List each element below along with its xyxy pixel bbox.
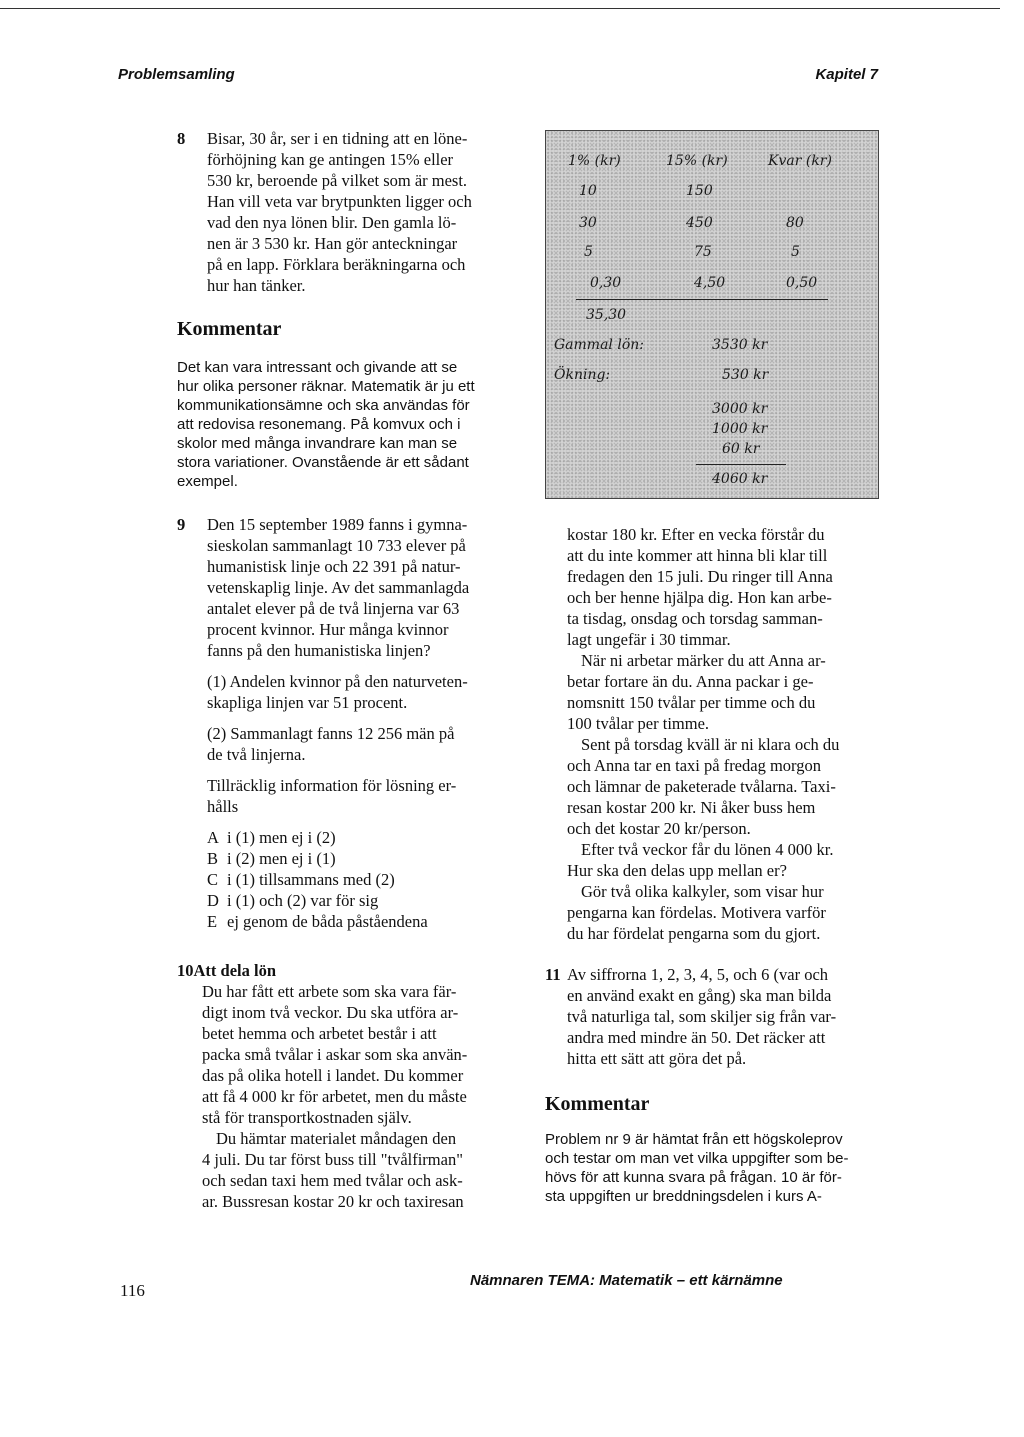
problem-text (207, 514, 522, 932)
kommentar-heading: Kommentar (545, 1093, 650, 1115)
choice-letter: A (207, 828, 219, 847)
text-line: sta uppgiften ur breddningsdelen i kurs A- (545, 1188, 822, 1205)
note-header: Kvar (kr) (768, 153, 832, 169)
text-line: ar. Bussresan kostar 20 kr och taxiresan (202, 1192, 464, 1211)
kommentar-text (545, 1130, 890, 1206)
problem-9 (177, 514, 522, 932)
text-line: packa små tvålar i askar som ska använ- (202, 1045, 468, 1064)
running-header-right: Kapitel 7 (815, 66, 878, 83)
problem-number: 8 (177, 129, 186, 148)
text-line: andra med mindre än 50. Det räcker att (567, 1028, 826, 1047)
text-line: Du hämtar materialet måndagen den (216, 1129, 457, 1148)
text-line: stora variationer. Ovanstående är ett sådant (177, 454, 469, 471)
text-line: hålls (207, 797, 239, 816)
text-line: das på olika hotell i landet. Du kommer (202, 1066, 464, 1085)
choice-letter: B (207, 849, 219, 868)
problem-10 (177, 960, 522, 1212)
text-line: (1) Andelen kvinnor på den naturveten- (207, 672, 468, 691)
problem-text (202, 981, 522, 1212)
problem-number: 11 (545, 965, 561, 984)
text-line: kostar 180 kr. Efter en vecka förstår du (567, 525, 825, 544)
text-line: Tillräcklig information för lösning er- (207, 776, 457, 795)
text-line: humanistisk linje och 22 391 på natur- (207, 557, 461, 576)
text-line: betet hemma och arbetet består i att (202, 1024, 437, 1043)
note-value: 30 (579, 215, 597, 231)
choice-text: i (2) men ej i (1) (227, 849, 336, 868)
choice-letter: E (207, 912, 218, 931)
note-value: 60 kr (722, 441, 760, 457)
text-line: de två linjerna. (207, 745, 306, 764)
text-line: Gör två olika kalkyler, som visar hur (581, 882, 824, 901)
text-line: resan kostar 200 kr. Ni åker buss hem (567, 798, 816, 817)
text-line: Problem nr 9 är hämtat från ett högskoleprov (545, 1131, 843, 1148)
text-line: (2) Sammanlagt fanns 12 256 män på (207, 724, 455, 743)
choice-e (207, 911, 522, 932)
note-value: 3000 kr (712, 401, 768, 417)
note-value: 150 (686, 183, 713, 199)
text-line: sieskolan sammanlagt 10 733 elever på (207, 536, 466, 555)
text-line: hövs för att kunna svara på frågan. 10 är för- (545, 1169, 842, 1186)
text-line: skolor med många invandrare kan man se (177, 435, 458, 452)
text-line: och ber henne hjälpa dig. Hon kan arbe- (567, 588, 832, 607)
text-line: och sedan taxi hem med tvålar och ask- (202, 1171, 463, 1190)
note-value: 10 (579, 183, 597, 199)
text-line: fredagen den 15 juli. Du ringer till Anna (567, 567, 833, 586)
text-line: kommunikationsämne och ska användas för (177, 397, 470, 414)
text-line: stå för transportkostnaden själv. (202, 1108, 412, 1127)
note-value: 0,30 (590, 275, 622, 291)
choice-c (207, 869, 522, 890)
note-value: 450 (686, 215, 713, 231)
problem-10-heading (177, 960, 522, 981)
text-line: ta tisdag, onsdag och torsdag samman- (567, 609, 823, 628)
text-line: Den 15 september 1989 fanns i gymna- (207, 515, 468, 534)
text-line: hur olika personer räknar. Matematik är ju ett (177, 378, 475, 395)
top-rule (0, 8, 1000, 9)
text-line: att du inte kommer att hinna bli klar till (567, 546, 828, 565)
handwritten-note-image (545, 130, 879, 499)
text-line: 100 tvålar per timme. (567, 714, 710, 733)
text-line: Efter två veckor får du lönen 4 000 kr. (581, 840, 834, 859)
text-line: Du har fått ett arbete som ska vara fär- (202, 982, 457, 1001)
text-line: två naturliga tal, som skiljer sig från var- (567, 1007, 837, 1026)
answer-choices (207, 827, 522, 932)
text-line: och testar om man vet vilka uppgifter som be- (545, 1150, 849, 1167)
text-line: Hur ska den delas upp mellan er? (567, 861, 787, 880)
text-line: nen är 3 530 kr. Han gör anteckningar (207, 234, 458, 253)
text-line: Han vill veta var brytpunkten ligger och (207, 192, 472, 211)
running-footer: Nämnaren TEMA: Matematik – ett kärnämne (470, 1272, 783, 1289)
note-value: 5 (791, 244, 800, 260)
statement-1 (207, 671, 522, 713)
problem-title: Att dela lön (193, 961, 276, 980)
problem-number: 10 (177, 961, 194, 980)
sum-line (696, 464, 786, 465)
text-line: När ni arbetar märker du att Anna ar- (581, 651, 826, 670)
problem-11 (545, 964, 890, 1069)
text-line: vetenskaplig linje. Av det sammanlagda (207, 578, 470, 597)
text-line: lagt ungefär i 30 timmar. (567, 630, 731, 649)
note-value: 35,30 (586, 307, 627, 323)
note-value: 80 (786, 215, 804, 231)
text-line: att få 4 000 kr för arbetet, men du måste (202, 1087, 467, 1106)
problem-text (567, 964, 890, 1069)
note-value: 4,50 (694, 275, 726, 291)
text-line: vad den nya lönen blir. Den gamla lö- (207, 213, 457, 232)
text-line: procent kvinnor. Hur många kvinnor (207, 620, 449, 639)
text-line: Sent på torsdag kväll är ni klara och du (581, 735, 840, 754)
text-line: Det kan vara intressant och givande att se (177, 359, 458, 376)
choice-a (207, 827, 522, 848)
choice-text: ej genom de båda påståendena (227, 912, 428, 931)
text-line: en använd exakt en gång) ska man bilda (567, 986, 832, 1005)
page-number: 116 (120, 1281, 145, 1300)
note-value: 5 (584, 244, 593, 260)
kommentar-heading: Kommentar (177, 318, 282, 340)
problem-8 (177, 128, 522, 296)
text-line: fanns på den humanistiska linjen? (207, 641, 431, 660)
note-value: 1000 kr (712, 421, 768, 437)
text-line: och Anna tar en taxi på fredag morgon (567, 756, 821, 775)
text-line: förhöjning kan ge antingen 15% eller (207, 150, 454, 169)
note-value: 0,50 (786, 275, 818, 291)
text-line: och det kostar 20 kr/person. (567, 819, 751, 838)
note-value: 3530 kr (712, 337, 768, 353)
choice-text: i (1) tillsammans med (2) (227, 870, 395, 889)
problem-text (207, 128, 522, 296)
text-line: hitta ett sätt att göra det på. (567, 1049, 747, 1068)
note-label: Ökning: (554, 367, 611, 383)
choice-letter: C (207, 870, 219, 889)
text-line: du har fördelat pengarna som du gjort. (567, 924, 821, 943)
text-line: och lämnar de paketerade tvålarna. Taxi- (567, 777, 836, 796)
problem-number: 9 (177, 515, 186, 534)
text-line: skapliga linjen var 51 procent. (207, 693, 408, 712)
text-line: på en lapp. Förklara beräkningarna och (207, 255, 466, 274)
text-line: 530 kr, beroende på vilket som är mest. (207, 171, 468, 190)
text-line: exempel. (177, 473, 238, 490)
choice-letter: D (207, 891, 219, 910)
text-line: nomsnitt 150 tvålar per timme och du (567, 693, 816, 712)
info-question (207, 775, 522, 817)
running-header-left: Problemsamling (118, 66, 235, 83)
text-line: digt inom två veckor. Du ska utföra ar- (202, 1003, 459, 1022)
note-header: 15% (kr) (666, 153, 728, 169)
text-line: Av siffrorna 1, 2, 3, 4, 5, och 6 (var och (567, 965, 829, 984)
text-line: att redovisa resonemang. På komvux och i (177, 416, 461, 433)
text-line: pengarna kan fördelas. Motivera varför (567, 903, 826, 922)
choice-text: i (1) men ej i (2) (227, 828, 336, 847)
text-line: hur han tänker. (207, 276, 306, 295)
kommentar-text (177, 358, 522, 491)
text-line: 4 juli. Du tar först buss till "tvålfirman" (202, 1150, 463, 1169)
choice-d (207, 890, 522, 911)
note-label: Gammal lön: (554, 337, 644, 353)
note-header: 1% (kr) (568, 153, 621, 169)
statement-2 (207, 723, 522, 765)
choice-b (207, 848, 522, 869)
note-value: 75 (694, 244, 712, 260)
note-value: 530 kr (722, 367, 769, 383)
text-line: betar fortare än du. Anna packar i ge- (567, 672, 814, 691)
sum-line (576, 299, 828, 300)
text-line: antalet elever på de två linjerna var 63 (207, 599, 460, 618)
text-line: Bisar, 30 år, ser i en tidning att en löne- (207, 129, 468, 148)
note-value: 4060 kr (712, 471, 768, 487)
choice-text: i (1) och (2) var för sig (227, 891, 379, 910)
problem-10-continued (567, 524, 885, 944)
